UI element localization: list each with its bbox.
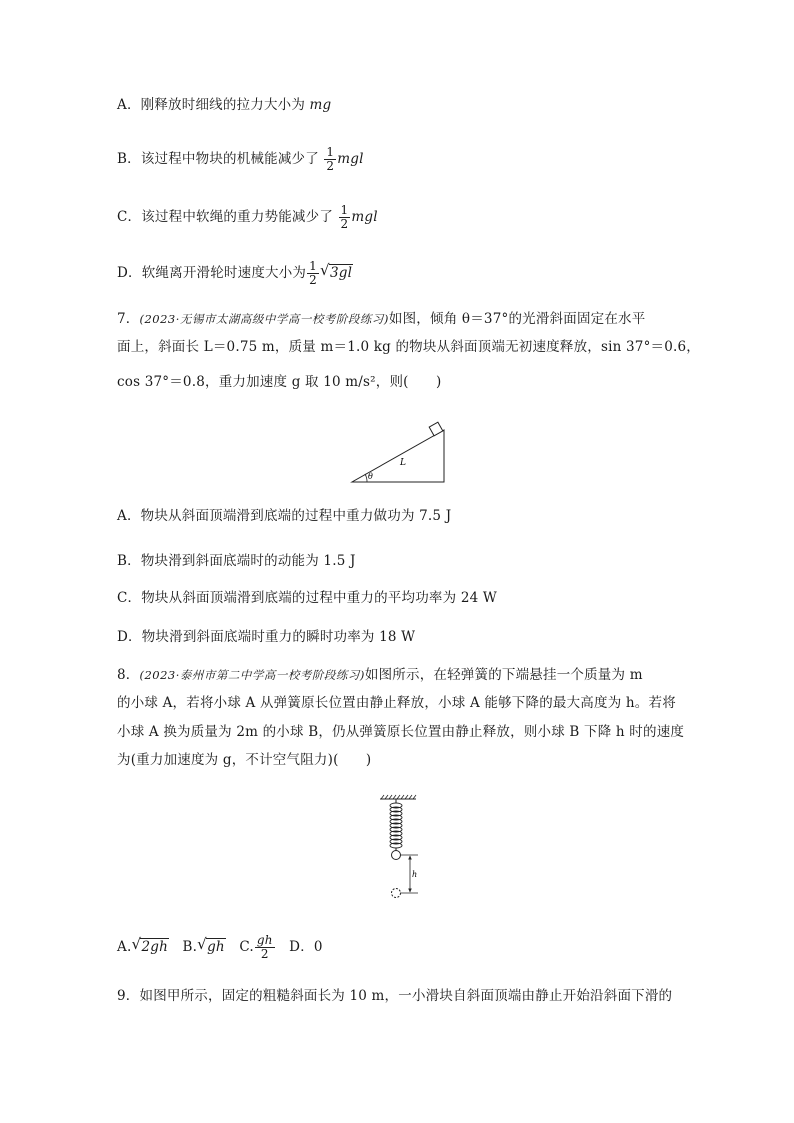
spring-coil (390, 803, 402, 848)
q6-option-a: A．刚释放时细线的拉力大小为 mg (117, 97, 332, 113)
length-label: L (400, 458, 406, 468)
fraction: $\frac{1}{2}$ (326, 145, 335, 173)
q8-stem-line3: 小球 A 换为质量为 2m 的小球 B，仍从弹簧原长位置由静止释放，则小球 B 下降 h 时的速度 (117, 724, 685, 740)
height-label: h (412, 870, 418, 879)
q7-option-a: A．物块从斜面顶端滑到底端的过程中重力做功为 7.5 J (117, 508, 452, 524)
q7-option-c: C．物块从斜面顶端滑到底端的过程中重力的平均功率为 24 W (117, 590, 497, 606)
q9-stem-line1: 9．如图甲所示，固定的粗糙斜面长为 10 m，一小滑块自斜面顶端由静止开始沿斜面下滑的 (117, 988, 673, 1004)
q6-option-d: D．软绳离开滑轮时速度大小为 $\frac{1}{2}$ √ 3gl (117, 259, 353, 287)
square-root: √ gh (197, 935, 225, 955)
q7-stem-line2: 面上，斜面长 L＝0.75 m，质量 m＝1.0 kg 的物块从斜面顶端无初速度释放，sin 37°＝0.6， (117, 339, 701, 355)
theta-label: θ (368, 472, 373, 481)
q7-stem-line1: 7．(2023·无锡市太湖高级中学高一校考阶段练习)如图，倾角 θ＝37°的光滑斜面固定在水平 (117, 311, 646, 327)
ceiling-hatch (381, 795, 416, 799)
square-root: √ 3gl (319, 261, 353, 281)
fraction: $\frac{1}{2}$ (340, 203, 349, 231)
square-root: √ 2gh (131, 935, 168, 955)
q8-stem-line2: 的小球 A，若将小球 A 从弹簧原长位置由静止释放，小球 A 能够下降的最大高度为 h。若将 (117, 695, 676, 711)
spring-figure (374, 793, 424, 903)
q8-stem-line4: 为(重力加速度为 g，不计空气阻力)( ) (117, 752, 372, 768)
block (429, 422, 443, 436)
q8-stem-line1: 8．(2023·泰州市第二中学高一校考阶段练习)如图所示，在轻弹簧的下端悬挂一个质量为 m (117, 667, 643, 683)
fraction: $\frac{1}{2}$ (309, 259, 317, 287)
q7-option-d: D．物块滑到斜面底端时重力的瞬时功率为 18 W (117, 629, 416, 645)
incline-triangle (352, 430, 444, 482)
angle-arc (365, 474, 367, 482)
q8-options: A. √ 2gh B. √ gh C. $\frac{gh}{2}$ D．0 (117, 933, 323, 961)
incline-figure (348, 420, 448, 486)
q8-source: (2023·泰州市第二中学高一校考阶段练习) (139, 668, 365, 682)
q6-option-b: B．该过程中物块的机械能减少了 $\frac{1}{2}$ mgl (117, 145, 364, 173)
q7-stem-line3: cos 37°＝0.8，重力加速度 g 取 10 m/s²，则( ) (117, 374, 442, 390)
q7-source: (2023·无锡市太湖高级中学高一校考阶段练习) (139, 312, 389, 326)
ball-lowest-dashed (392, 889, 401, 898)
q6-option-c: C．该过程中软绳的重力势能减少了 $\frac{1}{2}$ mgl (117, 203, 378, 231)
q7-option-b: B．物块滑到斜面底端时的动能为 1.5 J (117, 553, 356, 569)
ball-initial (392, 851, 401, 860)
fraction: $\frac{gh}{2}$ (256, 933, 273, 961)
